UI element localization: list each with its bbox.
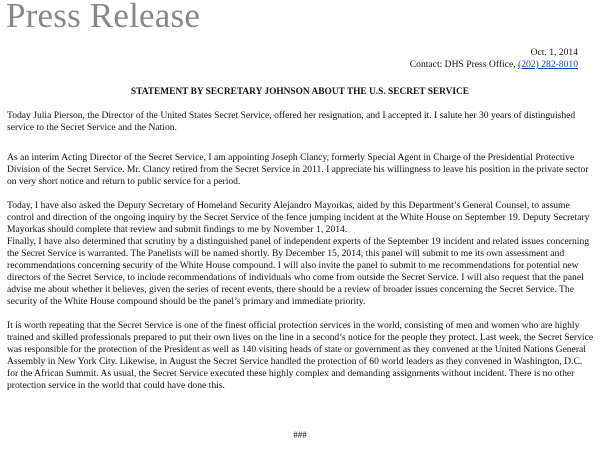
release-meta	[410, 47, 578, 71]
paragraph-2: As an interim Acting Director of the Secret Service, I am appointing Joseph Clancy, formerly Special Agent in Charge of the Presidential Protective Division of the Secret Service. Mr. Clancy retired from the Secret Service in 2011. I appreciate his willingness to leave his position in the private sector on very short notice and return to public service for a period.	[7, 152, 589, 187]
end-mark: ###	[293, 430, 307, 440]
paragraph-4: Finally, I have also determined that scrutiny by a distinguished panel of independent experts of the September 19 incident and related issues concerning the Secret Service is warranted. The Panelists will be named shortly. By December 15, 2014, this panel will submit to me its own assessment and recommendations concerning security of the White House compound. I will also invite the panel to submit to me recommendations for potential new directors of the Secret Service, to include recommendations of individuals who come from outside the Secret Service. I will also request that the panel advise me about whether it believes, given the series of recent events, there should be a review of broader issues concerning the Secret Service. The security of the White House compound should be the panel’s primary and immediate priority.	[7, 236, 590, 307]
page-title: Press Release	[6, 0, 201, 35]
release-date: Oct. 1, 2014	[530, 47, 578, 58]
paragraph-3: Today, I have also asked the Deputy Secretary of Homeland Security Alejandro Mayorkas, aided by this Department’s General Counsel, to assume control and direction of the ongoing inquiry by the Secret Service of the fence jumping incident at the White House on September 19. Deputy Secretary Mayorkas should complete that review and submit findings to me by November 1, 2014.	[7, 200, 590, 235]
paragraph-5: It is worth repeating that the Secret Service is one of the finest official protection services in the world, consisting of men and women who are highly trained and skilled professionals prepared to put their own lives on the line in a second’s notice for the people they protect. Last week, the Secret Service was responsible for the protection of the President as well as 140 visiting heads of state or government as they convened at the United Nations General Assembly in New York City. Likewise, in August the Secret Service handled the protection of 60 world leaders as they convened in Washington, D.C. for the African Summit. As usual, the Secret Service executed these highly complex and demanding assignments without incident. There is no other protection service in the world that could have done this.	[7, 320, 594, 391]
contact-line	[410, 59, 578, 71]
statement-heading: STATEMENT BY SECRETARY JOHNSON ABOUT THE U.S. SECRET SERVICE	[130, 87, 470, 97]
contact-phone-link[interactable]: (202) 282-8010	[518, 59, 578, 70]
contact-label: Contact: DHS Press Office,	[409, 59, 516, 70]
paragraph-1: Today Julia Pierson, the Director of the United States Secret Service, offered her resignation, and I accepted it. I salute her 30 years of distinguished service to the Secret Service and the Nation.	[7, 110, 576, 133]
